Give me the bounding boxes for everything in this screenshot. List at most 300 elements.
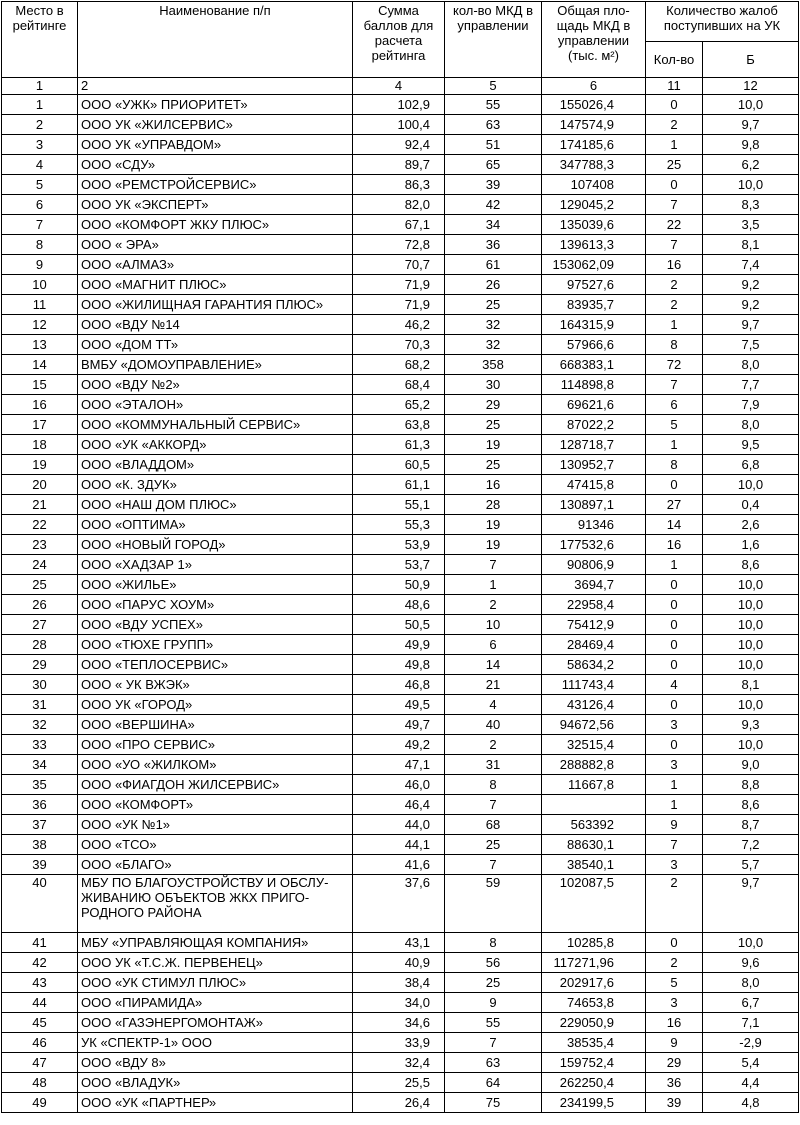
- rank-cell: 23: [2, 535, 78, 555]
- area-cell: 139613,3: [542, 235, 646, 255]
- complaints-count-cell: 7: [646, 835, 703, 855]
- table-row: [2, 815, 799, 835]
- table-row: [2, 375, 799, 395]
- complaints-score-cell: 8,6: [703, 555, 799, 575]
- score-cell: 71,9: [353, 295, 445, 315]
- rank-cell: 48: [2, 1073, 78, 1093]
- table-row: [2, 555, 799, 575]
- complaints-score-cell: 9,3: [703, 715, 799, 735]
- column-number: 6: [542, 78, 646, 95]
- table-row: [2, 635, 799, 655]
- score-cell: 102,9: [353, 95, 445, 115]
- score-cell: 67,1: [353, 215, 445, 235]
- score-cell: 33,9: [353, 1033, 445, 1053]
- complaints-score-cell: 10,0: [703, 95, 799, 115]
- company-name-cell: ООО «ЭТАЛОН»: [78, 395, 353, 415]
- table-row: [2, 1053, 799, 1073]
- company-name-cell: МБУ ПО БЛАГОУСТРОЙСТВУ И ОБСЛУ-ЖИВАНИЮ ОБЪЕКТОВ ЖКХ ПРИГО-РОДНОГО РАЙОНА: [78, 875, 353, 933]
- header-mkd-count: кол-во МКД в управлении: [445, 2, 542, 78]
- complaints-count-cell: 27: [646, 495, 703, 515]
- complaints-count-cell: 7: [646, 235, 703, 255]
- complaints-score-cell: 8,7: [703, 815, 799, 835]
- score-cell: 49,8: [353, 655, 445, 675]
- area-cell: 10285,8: [542, 933, 646, 953]
- company-name-cell: ООО «ПАРУС ХОУМ»: [78, 595, 353, 615]
- complaints-count-cell: 0: [646, 735, 703, 755]
- table-row: [2, 415, 799, 435]
- column-number: 12: [703, 78, 799, 95]
- mkd-count-cell: 25: [445, 295, 542, 315]
- complaints-score-cell: 6,8: [703, 455, 799, 475]
- complaints-score-cell: 4,4: [703, 1073, 799, 1093]
- rank-cell: 32: [2, 715, 78, 735]
- mkd-count-cell: 25: [445, 835, 542, 855]
- area-cell: 107408: [542, 175, 646, 195]
- complaints-count-cell: 14: [646, 515, 703, 535]
- rank-cell: 22: [2, 515, 78, 535]
- mkd-count-cell: 61: [445, 255, 542, 275]
- table-row: [2, 295, 799, 315]
- score-cell: 71,9: [353, 275, 445, 295]
- complaints-count-cell: 16: [646, 535, 703, 555]
- area-cell: 94672,56: [542, 715, 646, 735]
- mkd-count-cell: 29: [445, 395, 542, 415]
- company-name-cell: ООО «ТЕПЛОСЕРВИС»: [78, 655, 353, 675]
- rank-cell: 24: [2, 555, 78, 575]
- area-cell: 117271,96: [542, 953, 646, 973]
- mkd-count-cell: 55: [445, 95, 542, 115]
- rank-cell: 11: [2, 295, 78, 315]
- table-row: [2, 1093, 799, 1113]
- complaints-count-cell: 0: [646, 175, 703, 195]
- rank-cell: 13: [2, 335, 78, 355]
- area-cell: 229050,9: [542, 1013, 646, 1033]
- table-row: [2, 215, 799, 235]
- mkd-count-cell: 2: [445, 735, 542, 755]
- complaints-count-cell: 2: [646, 953, 703, 973]
- mkd-count-cell: 10: [445, 615, 542, 635]
- complaints-count-cell: 7: [646, 375, 703, 395]
- complaints-score-cell: 8,1: [703, 235, 799, 255]
- score-cell: 68,4: [353, 375, 445, 395]
- score-cell: 49,7: [353, 715, 445, 735]
- complaints-score-cell: 7,4: [703, 255, 799, 275]
- mkd-count-cell: 1: [445, 575, 542, 595]
- mkd-count-cell: 31: [445, 755, 542, 775]
- complaints-count-cell: 5: [646, 415, 703, 435]
- complaints-score-cell: -2,9: [703, 1033, 799, 1053]
- mkd-count-cell: 42: [445, 195, 542, 215]
- company-name-cell: ООО « УК ВЖЭК»: [78, 675, 353, 695]
- mkd-count-cell: 26: [445, 275, 542, 295]
- complaints-score-cell: 8,6: [703, 795, 799, 815]
- rank-cell: 7: [2, 215, 78, 235]
- area-cell: 97527,6: [542, 275, 646, 295]
- area-cell: 102087,5: [542, 875, 646, 933]
- complaints-count-cell: 1: [646, 135, 703, 155]
- area-cell: 262250,4: [542, 1073, 646, 1093]
- mkd-count-cell: 40: [445, 715, 542, 735]
- complaints-score-cell: 8,8: [703, 775, 799, 795]
- rank-cell: 3: [2, 135, 78, 155]
- table-row: [2, 455, 799, 475]
- complaints-score-cell: 10,0: [703, 933, 799, 953]
- area-cell: 159752,4: [542, 1053, 646, 1073]
- table-row: [2, 495, 799, 515]
- score-cell: 89,7: [353, 155, 445, 175]
- complaints-count-cell: 3: [646, 755, 703, 775]
- header-complaints-score: Б: [703, 42, 799, 78]
- rank-cell: 19: [2, 455, 78, 475]
- rank-cell: 27: [2, 615, 78, 635]
- complaints-count-cell: 8: [646, 455, 703, 475]
- header-name: Наименование п/п: [78, 2, 353, 78]
- rank-cell: 46: [2, 1033, 78, 1053]
- area-cell: 3694,7: [542, 575, 646, 595]
- complaints-score-cell: 8,0: [703, 973, 799, 993]
- complaints-score-cell: 9,6: [703, 953, 799, 973]
- company-name-cell: ООО УК «ГОРОД»: [78, 695, 353, 715]
- table-row: [2, 993, 799, 1013]
- area-cell: 47415,8: [542, 475, 646, 495]
- complaints-score-cell: 8,0: [703, 355, 799, 375]
- rank-cell: 2: [2, 115, 78, 135]
- complaints-score-cell: 0,4: [703, 495, 799, 515]
- complaints-score-cell: 9,8: [703, 135, 799, 155]
- complaints-count-cell: 36: [646, 1073, 703, 1093]
- score-cell: 70,7: [353, 255, 445, 275]
- rank-cell: 12: [2, 315, 78, 335]
- score-cell: 38,4: [353, 973, 445, 993]
- area-cell: 234199,5: [542, 1093, 646, 1113]
- score-cell: 46,8: [353, 675, 445, 695]
- complaints-count-cell: 72: [646, 355, 703, 375]
- area-cell: 174185,6: [542, 135, 646, 155]
- area-cell: 177532,6: [542, 535, 646, 555]
- table-row: [2, 855, 799, 875]
- complaints-count-cell: 0: [646, 695, 703, 715]
- area-cell: 128718,7: [542, 435, 646, 455]
- company-name-cell: ООО «НОВЫЙ ГОРОД»: [78, 535, 353, 555]
- company-name-cell: ООО «ПРО СЕРВИС»: [78, 735, 353, 755]
- table-row: [2, 1033, 799, 1053]
- complaints-count-cell: 16: [646, 255, 703, 275]
- score-cell: 92,4: [353, 135, 445, 155]
- complaints-count-cell: 4: [646, 675, 703, 695]
- score-cell: 47,1: [353, 755, 445, 775]
- score-cell: 34,6: [353, 1013, 445, 1033]
- company-name-cell: ООО «ХАДЗАР 1»: [78, 555, 353, 575]
- score-cell: 44,0: [353, 815, 445, 835]
- table-row: [2, 235, 799, 255]
- area-cell: [542, 795, 646, 815]
- rating-table: [1, 1, 799, 1113]
- company-name-cell: ООО «КОМФОРТ ЖКУ ПЛЮС»: [78, 215, 353, 235]
- complaints-count-cell: 3: [646, 993, 703, 1013]
- complaints-count-cell: 29: [646, 1053, 703, 1073]
- table-body: [2, 95, 799, 1113]
- complaints-score-cell: 9,7: [703, 115, 799, 135]
- area-cell: 87022,2: [542, 415, 646, 435]
- rank-cell: 9: [2, 255, 78, 275]
- table-row: [2, 875, 799, 933]
- score-cell: 46,2: [353, 315, 445, 335]
- complaints-count-cell: 9: [646, 815, 703, 835]
- score-cell: 40,9: [353, 953, 445, 973]
- complaints-score-cell: 8,0: [703, 415, 799, 435]
- area-cell: 32515,4: [542, 735, 646, 755]
- mkd-count-cell: 64: [445, 1073, 542, 1093]
- complaints-score-cell: 7,2: [703, 835, 799, 855]
- complaints-count-cell: 1: [646, 795, 703, 815]
- rank-cell: 39: [2, 855, 78, 875]
- mkd-count-cell: 59: [445, 875, 542, 933]
- mkd-count-cell: 55: [445, 1013, 542, 1033]
- table-row: [2, 973, 799, 993]
- score-cell: 41,6: [353, 855, 445, 875]
- company-name-cell: ООО «БЛАГО»: [78, 855, 353, 875]
- area-cell: 69621,6: [542, 395, 646, 415]
- score-cell: 60,5: [353, 455, 445, 475]
- mkd-count-cell: 68: [445, 815, 542, 835]
- score-cell: 70,3: [353, 335, 445, 355]
- company-name-cell: ООО «ВДУ УСПЕХ»: [78, 615, 353, 635]
- mkd-count-cell: 32: [445, 315, 542, 335]
- mkd-count-cell: 30: [445, 375, 542, 395]
- mkd-count-cell: 63: [445, 115, 542, 135]
- score-cell: 53,9: [353, 535, 445, 555]
- score-cell: 25,5: [353, 1073, 445, 1093]
- complaints-score-cell: 6,2: [703, 155, 799, 175]
- company-name-cell: ООО «ДОМ ТТ»: [78, 335, 353, 355]
- company-name-cell: ООО УК «ЭКСПЕРТ»: [78, 195, 353, 215]
- company-name-cell: ООО УК «ЖИЛСЕРВИС»: [78, 115, 353, 135]
- area-cell: 38540,1: [542, 855, 646, 875]
- table-row: [2, 95, 799, 115]
- table-row: [2, 933, 799, 953]
- complaints-score-cell: 10,0: [703, 595, 799, 615]
- rank-cell: 18: [2, 435, 78, 455]
- table-row: [2, 175, 799, 195]
- score-cell: 63,8: [353, 415, 445, 435]
- area-cell: 83935,7: [542, 295, 646, 315]
- area-cell: 22958,4: [542, 595, 646, 615]
- complaints-count-cell: 0: [646, 655, 703, 675]
- complaints-score-cell: 10,0: [703, 475, 799, 495]
- company-name-cell: ООО «АЛМАЗ»: [78, 255, 353, 275]
- mkd-count-cell: 51: [445, 135, 542, 155]
- mkd-count-cell: 7: [445, 555, 542, 575]
- area-cell: 28469,4: [542, 635, 646, 655]
- mkd-count-cell: 34: [445, 215, 542, 235]
- company-name-cell: ООО «ВДУ 8»: [78, 1053, 353, 1073]
- table-row: [2, 795, 799, 815]
- complaints-count-cell: 0: [646, 575, 703, 595]
- rank-cell: 21: [2, 495, 78, 515]
- company-name-cell: ООО «МАГНИТ ПЛЮС»: [78, 275, 353, 295]
- complaints-score-cell: 5,7: [703, 855, 799, 875]
- rank-cell: 14: [2, 355, 78, 375]
- rank-cell: 8: [2, 235, 78, 255]
- rank-cell: 34: [2, 755, 78, 775]
- company-name-cell: ООО УК «УПРАВДОМ»: [78, 135, 353, 155]
- complaints-score-cell: 9,0: [703, 755, 799, 775]
- rank-cell: 43: [2, 973, 78, 993]
- company-name-cell: УК «СПЕКТР-1» ООО: [78, 1033, 353, 1053]
- table-row: [2, 1073, 799, 1093]
- company-name-cell: ООО «НАШ ДОМ ПЛЮС»: [78, 495, 353, 515]
- company-name-cell: ООО «ПИРАМИДА»: [78, 993, 353, 1013]
- complaints-score-cell: 9,7: [703, 315, 799, 335]
- mkd-count-cell: 25: [445, 455, 542, 475]
- rank-cell: 35: [2, 775, 78, 795]
- score-cell: 26,4: [353, 1093, 445, 1113]
- area-cell: 153062,09: [542, 255, 646, 275]
- table-row: [2, 655, 799, 675]
- complaints-score-cell: 10,0: [703, 615, 799, 635]
- company-name-cell: ООО «К. ЗДУК»: [78, 475, 353, 495]
- mkd-count-cell: 32: [445, 335, 542, 355]
- complaints-score-cell: 7,7: [703, 375, 799, 395]
- mkd-count-cell: 19: [445, 535, 542, 555]
- complaints-score-cell: 9,5: [703, 435, 799, 455]
- company-name-cell: ООО « ЭРА»: [78, 235, 353, 255]
- header-area: Общая пло-щадь МКД в управлении (тыс. м²): [542, 2, 646, 78]
- score-cell: 49,9: [353, 635, 445, 655]
- table-row: [2, 395, 799, 415]
- area-cell: 668383,1: [542, 355, 646, 375]
- area-cell: 90806,9: [542, 555, 646, 575]
- mkd-count-cell: 28: [445, 495, 542, 515]
- score-cell: 44,1: [353, 835, 445, 855]
- rank-cell: 40: [2, 875, 78, 933]
- company-name-cell: ООО «ВДУ №2»: [78, 375, 353, 395]
- complaints-score-cell: 6,7: [703, 993, 799, 1013]
- mkd-count-cell: 6: [445, 635, 542, 655]
- rank-cell: 15: [2, 375, 78, 395]
- mkd-count-cell: 63: [445, 1053, 542, 1073]
- complaints-count-cell: 0: [646, 95, 703, 115]
- company-name-cell: ООО «ВЕРШИНА»: [78, 715, 353, 735]
- area-cell: 38535,4: [542, 1033, 646, 1053]
- score-cell: 55,3: [353, 515, 445, 535]
- score-cell: 55,1: [353, 495, 445, 515]
- complaints-count-cell: 2: [646, 875, 703, 933]
- complaints-score-cell: 4,8: [703, 1093, 799, 1113]
- company-name-cell: ООО «СДУ»: [78, 155, 353, 175]
- complaints-score-cell: 10,0: [703, 655, 799, 675]
- complaints-score-cell: 2,6: [703, 515, 799, 535]
- complaints-score-cell: 9,2: [703, 275, 799, 295]
- complaints-score-cell: 8,3: [703, 195, 799, 215]
- table-row: [2, 195, 799, 215]
- rank-cell: 42: [2, 953, 78, 973]
- complaints-score-cell: 9,2: [703, 295, 799, 315]
- complaints-count-cell: 1: [646, 555, 703, 575]
- area-cell: 147574,9: [542, 115, 646, 135]
- score-cell: 61,1: [353, 475, 445, 495]
- mkd-count-cell: 14: [445, 655, 542, 675]
- rank-cell: 49: [2, 1093, 78, 1113]
- complaints-count-cell: 1: [646, 315, 703, 335]
- mkd-count-cell: 358: [445, 355, 542, 375]
- mkd-count-cell: 8: [445, 933, 542, 953]
- company-name-cell: ООО «ЖИЛИЩНАЯ ГАРАНТИЯ ПЛЮС»: [78, 295, 353, 315]
- header-complaints: Количество жалоб поступивших на УК: [646, 2, 799, 42]
- rank-cell: 28: [2, 635, 78, 655]
- area-cell: 91346: [542, 515, 646, 535]
- complaints-count-cell: 0: [646, 615, 703, 635]
- complaints-count-cell: 1: [646, 435, 703, 455]
- mkd-count-cell: 7: [445, 1033, 542, 1053]
- mkd-count-cell: 25: [445, 415, 542, 435]
- area-cell: 135039,6: [542, 215, 646, 235]
- table-row: [2, 155, 799, 175]
- complaints-score-cell: 10,0: [703, 635, 799, 655]
- area-cell: 129045,2: [542, 195, 646, 215]
- complaints-score-cell: 3,5: [703, 215, 799, 235]
- table-row: [2, 675, 799, 695]
- area-cell: 155026,4: [542, 95, 646, 115]
- mkd-count-cell: 19: [445, 515, 542, 535]
- company-name-cell: ООО «ВЛАДДОМ»: [78, 455, 353, 475]
- score-cell: 43,1: [353, 933, 445, 953]
- table-row: [2, 735, 799, 755]
- rank-cell: 10: [2, 275, 78, 295]
- area-cell: 114898,8: [542, 375, 646, 395]
- company-name-cell: ООО «ФИАГДОН ЖИЛСЕРВИС»: [78, 775, 353, 795]
- rank-cell: 38: [2, 835, 78, 855]
- score-cell: 34,0: [353, 993, 445, 1013]
- complaints-score-cell: 1,6: [703, 535, 799, 555]
- table-row: [2, 135, 799, 155]
- table-row: [2, 575, 799, 595]
- company-name-cell: ООО «ВЛАДУК»: [78, 1073, 353, 1093]
- table-row: [2, 515, 799, 535]
- complaints-count-cell: 2: [646, 115, 703, 135]
- table-row: [2, 755, 799, 775]
- rank-cell: 45: [2, 1013, 78, 1033]
- table-row: [2, 615, 799, 635]
- area-cell: 74653,8: [542, 993, 646, 1013]
- area-cell: 347788,3: [542, 155, 646, 175]
- mkd-count-cell: 2: [445, 595, 542, 615]
- complaints-count-cell: 3: [646, 715, 703, 735]
- company-name-cell: ООО «УК «ПАРТНЕР»: [78, 1093, 353, 1113]
- mkd-count-cell: 7: [445, 855, 542, 875]
- company-name-cell: ООО «УК «АККОРД»: [78, 435, 353, 455]
- complaints-count-cell: 8: [646, 335, 703, 355]
- score-cell: 72,8: [353, 235, 445, 255]
- complaints-count-cell: 9: [646, 1033, 703, 1053]
- company-name-cell: ООО «ОПТИМА»: [78, 515, 353, 535]
- rank-cell: 47: [2, 1053, 78, 1073]
- rank-cell: 41: [2, 933, 78, 953]
- score-cell: 100,4: [353, 115, 445, 135]
- table-row: [2, 595, 799, 615]
- rank-cell: 4: [2, 155, 78, 175]
- rank-cell: 17: [2, 415, 78, 435]
- score-cell: 53,7: [353, 555, 445, 575]
- company-name-cell: ООО «ТЮХЕ ГРУПП»: [78, 635, 353, 655]
- score-cell: 50,5: [353, 615, 445, 635]
- complaints-count-cell: 7: [646, 195, 703, 215]
- company-name-cell: ООО «КОММУНАЛЬНЫЙ СЕРВИС»: [78, 415, 353, 435]
- complaints-count-cell: 5: [646, 973, 703, 993]
- complaints-score-cell: 8,1: [703, 675, 799, 695]
- rank-cell: 1: [2, 95, 78, 115]
- mkd-count-cell: 25: [445, 973, 542, 993]
